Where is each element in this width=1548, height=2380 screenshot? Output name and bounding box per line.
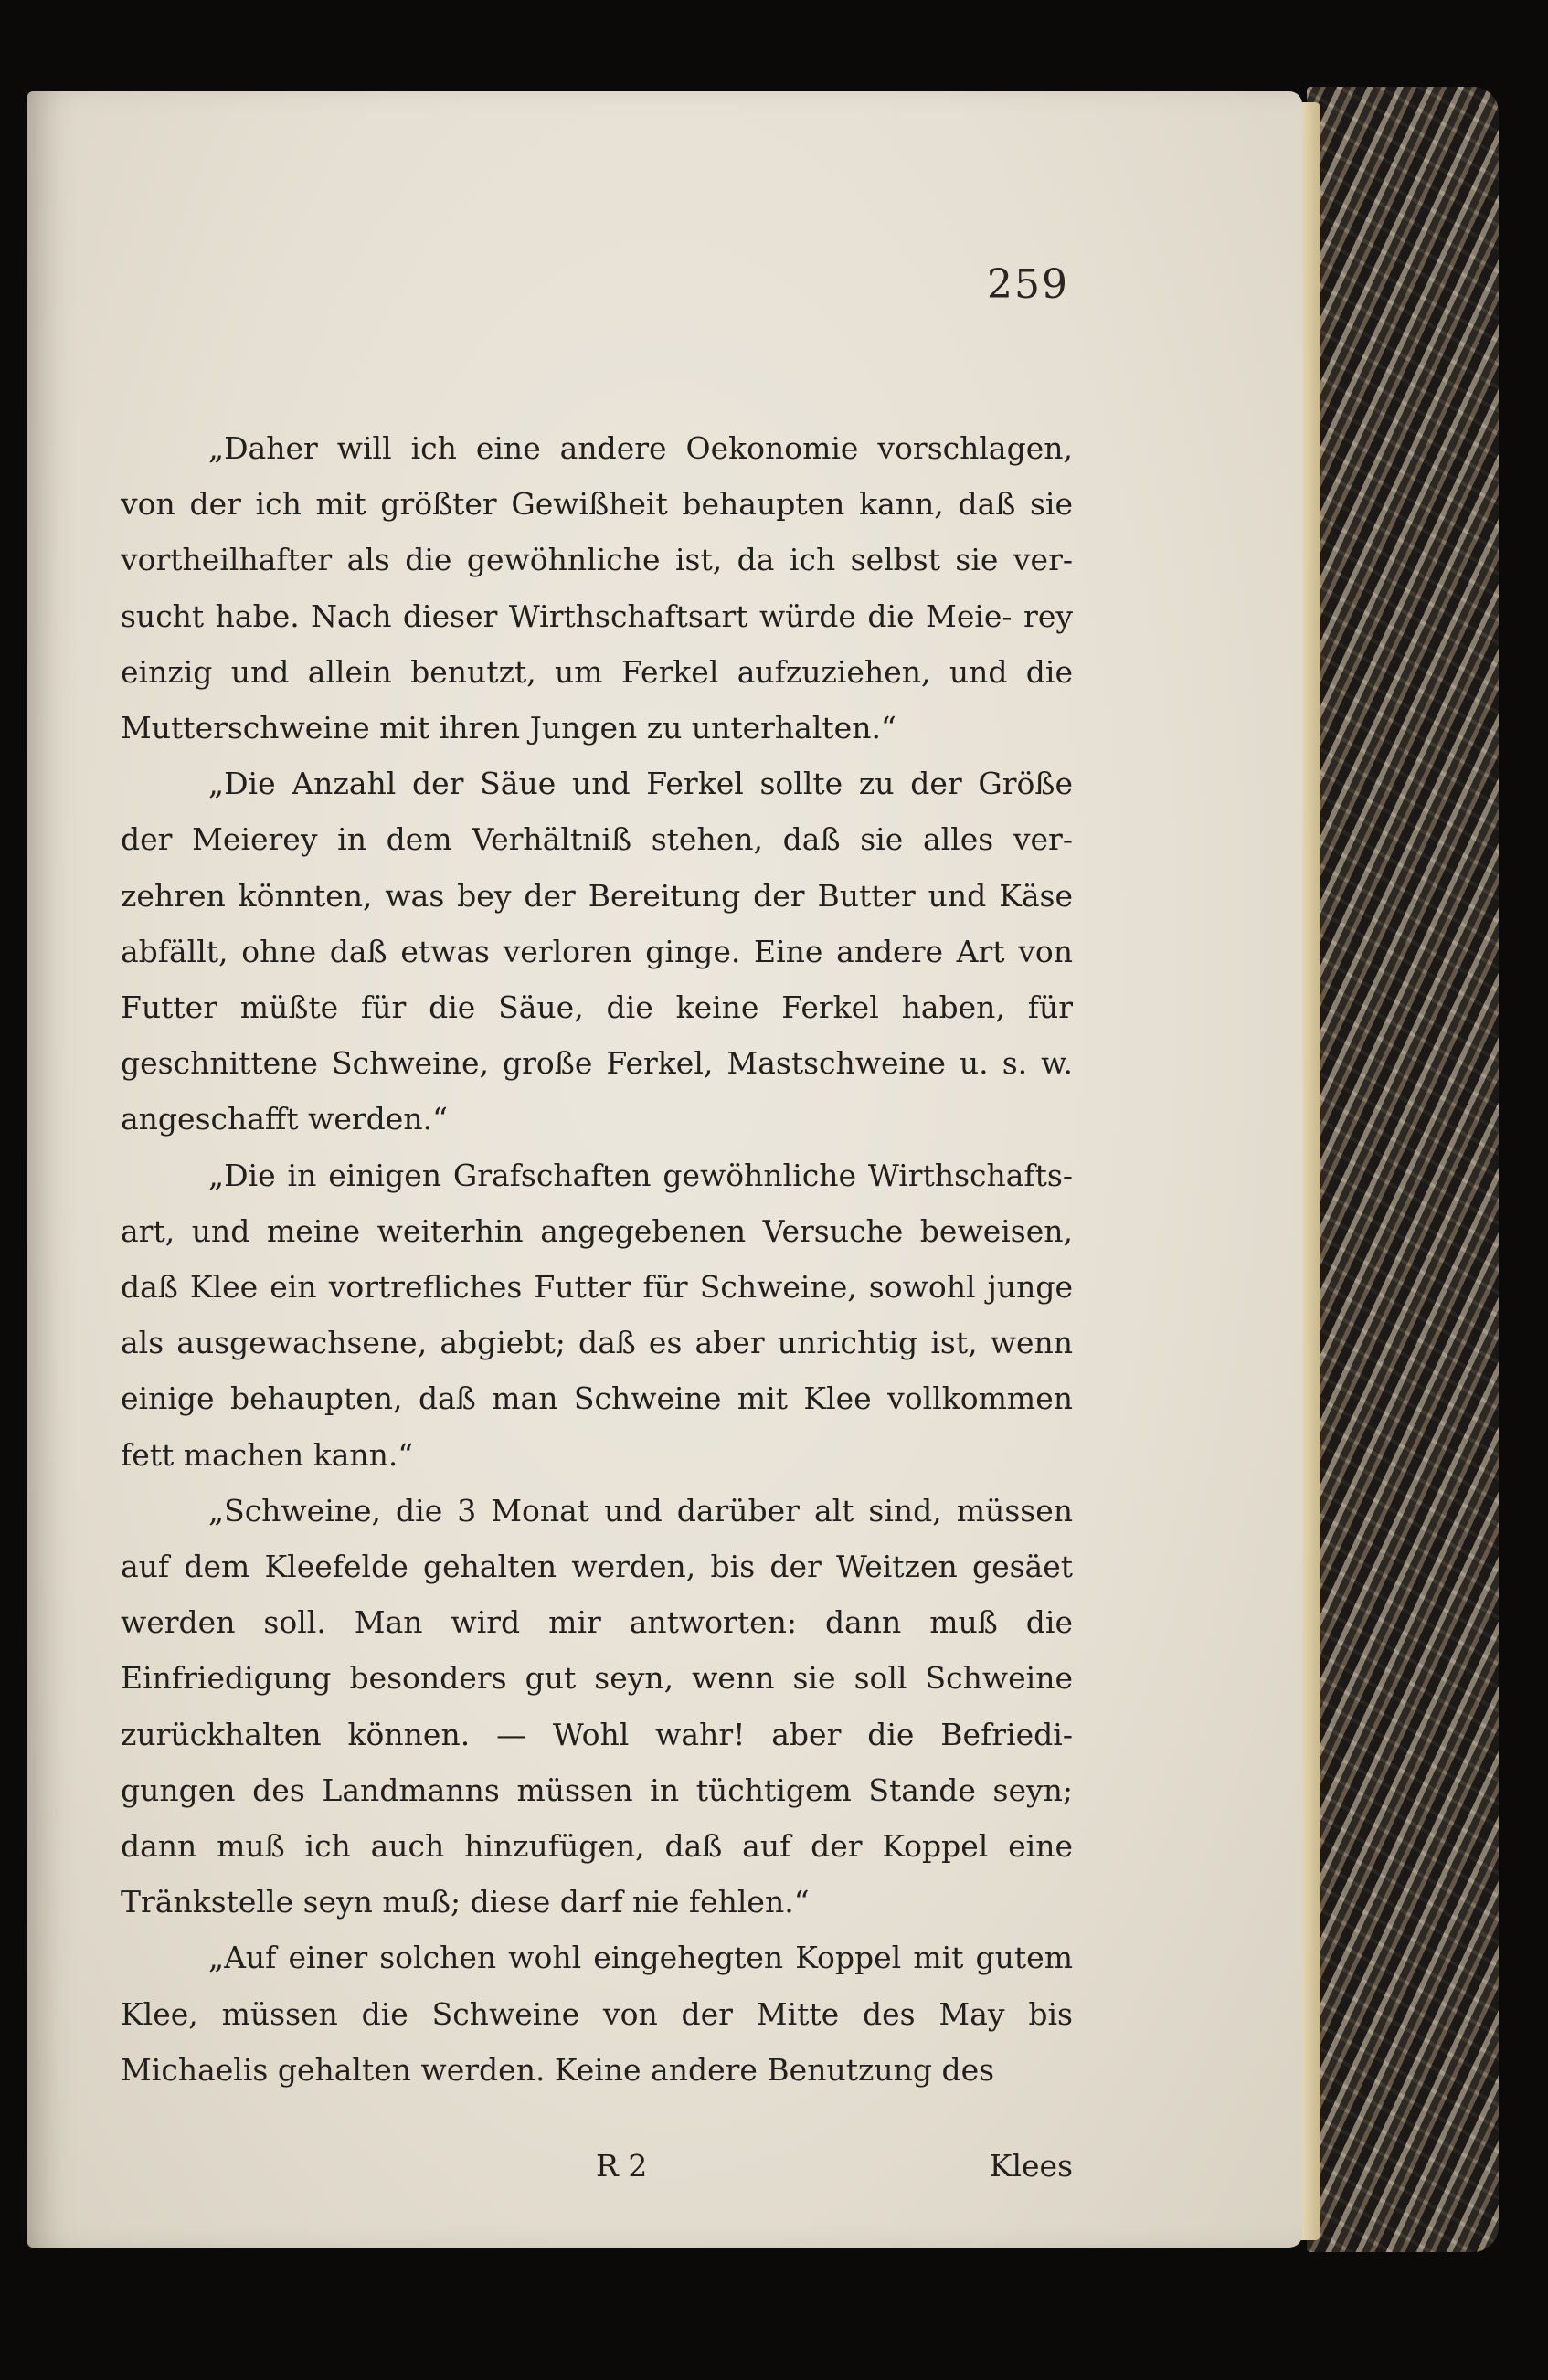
signature-mark: R 2	[596, 2148, 648, 2184]
book-page	[27, 91, 1302, 2248]
catchline	[121, 2138, 1073, 2195]
paragraph-2: „Die Anzahl der Säue und Ferkel sollte zu der Größe der Meierey in dem Verhältniß stehen, daß sie alles ver- zehren könnten, was bey der Bereitung der Butter und Käse abfällt, ohne daß etwas verloren ginge. Eine andere Art von Futter müßte für die Säue, die keine Ferkel haben, für geschnittene Schweine, große Ferkel, Mastschweine u. s. w. angeschafft werden.“	[121, 766, 1073, 1137]
page-number: 259	[987, 261, 1069, 308]
paragraph-1: „Daher will ich eine andere Oekonomie vorschlagen, von der ich mit größter Gewißheit behaupten kann, daß sie vortheilhafter als die gewöhnliche ist, da ich selbst sie ver- sucht habe. Nach dieser Wirthschaftsart würde die Meie- rey einzig und allein benutzt, um Ferkel aufzuziehen, und die Mutterschweine mit ihren Jungen zu unterhalten.“	[121, 430, 1073, 746]
marbled-cover-edge	[1307, 87, 1499, 2252]
paragraph-4: „Schweine, die 3 Monat und darüber alt sind, müssen auf dem Kleefelde gehalten werden, bis der Weitzen gesäet werden soll. Man wird mir antworten: dann muß die Einfriedigung besonders gut seyn, wenn sie soll Schweine zurückhalten können. — Wohl wahr! aber die Befriedi- gungen des Landmanns müssen in tüchtigem Stande seyn; dann muß ich auch hinzufügen, daß auf der Koppel eine Tränkstelle seyn muß; diese darf nie fehlen.“	[121, 1492, 1073, 1920]
catchword: Klees	[989, 2148, 1073, 2184]
paragraph-3: „Die in einigen Grafschaften gewöhnliche Wirthschafts- art, und meine weiterhin angegebenen Versuche beweisen, daß Klee ein vortrefliches Futter für Schweine, sowohl junge als ausgewachsene, abgiebt; daß es aber unrichtig ist, wenn einige behaupten, daß man Schweine mit Klee vollkommen fett machen kann.“	[121, 1157, 1073, 1473]
paragraph-5: „Auf einer solchen wohl eingehegten Koppel mit gutem Klee, müssen die Schweine von der Mitte des May bis Michaelis gehalten werden. Keine andere Benutzung des	[121, 1940, 1073, 2088]
body-text	[121, 420, 1073, 2098]
